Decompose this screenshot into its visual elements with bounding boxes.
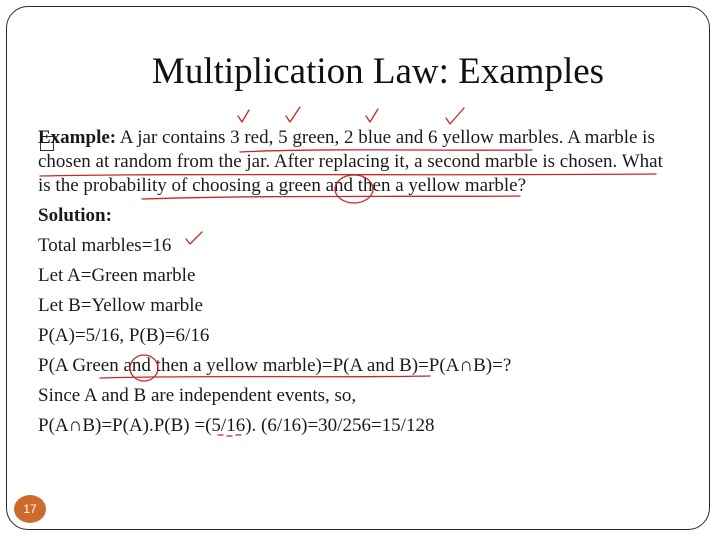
example-label: Example: [38, 127, 117, 148]
solution-label: Solution: [38, 205, 112, 226]
page-number-badge: 17 [14, 495, 46, 523]
example-text-1: A jar contains 3 red, 5 green, 2 blue and 6 yellow marbles. A marble is [116, 127, 655, 148]
solution-line-total: Total marbles=16 [38, 235, 172, 256]
solution-line-probabilities: P(A)=5/16, P(B)=6/16 [38, 325, 210, 346]
solution-line-independent: Since A and B are independent events, so, [38, 385, 357, 406]
example-line-3: is the probability of choosing a green and then a yellow marble? [38, 175, 527, 196]
solution-line-let-b: Let B=Yellow marble [38, 295, 203, 316]
example-line-1 [38, 126, 655, 150]
example-line-2: chosen at random from the jar. After replacing it, a second marble is chosen. What [38, 151, 663, 172]
solution-line-question: P(A Green and then a yellow marble)=P(A and B)=P(A∩B)=? [38, 355, 512, 376]
solution-line-result: P(A∩B)=P(A).P(B) =(5/16). (6/16)=30/256=15/128 [38, 415, 435, 436]
slide-title: Multiplication Law: Examples [151, 51, 605, 92]
solution-line-let-a: Let A=Green marble [38, 265, 196, 286]
